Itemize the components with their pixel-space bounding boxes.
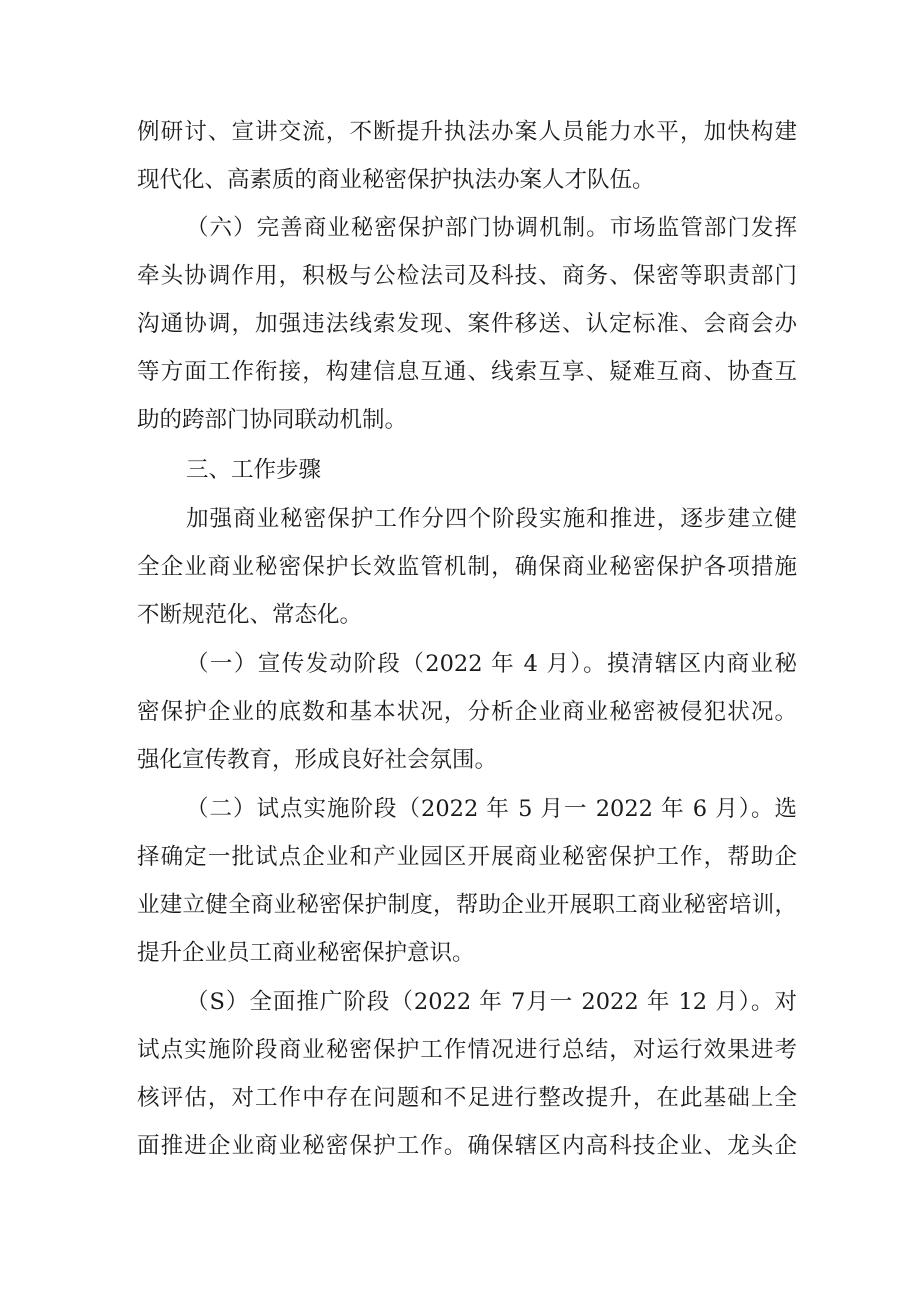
text-line: 密保护企业的底数和基本状况，分析企业商业秘密被侵犯状况。 xyxy=(137,699,797,725)
text-line: 全企业商业秘密保护长效监管机制，确保商业秘密保护各项措施 xyxy=(137,554,797,580)
text-line: 面推进企业商业秘密保护工作。确保辖区内高科技企业、龙头企 xyxy=(137,1133,797,1159)
text-line: （一）宣传发动阶段（2022 年 4 月）。摸清辖区内商业秘 xyxy=(186,651,797,677)
text-line: 加强商业秘密保护工作分四个阶段实施和推进，逐步建立健 xyxy=(186,506,797,532)
text-line: 择确定一批试点企业和产业园区开展商业秘密保护工作，帮助企 xyxy=(137,844,797,870)
text-line: 沟通协调，加强违法线索发现、案件移送、认定标准、会商会办 xyxy=(137,311,797,337)
text-line: 例研讨、宣讲交流，不断提升执法办案人员能力水平，加快构建 xyxy=(137,119,797,145)
text-line: 核评估，对工作中存在问题和不足进行整改提升，在此基础上全 xyxy=(137,1085,797,1111)
text-line: 牵头协调作用，积极与公检法司及科技、商务、保密等职责部门 xyxy=(137,263,797,289)
text-line: （二）试点实施阶段（2022 年 5 月一 2022 年 6 月）。选 xyxy=(186,796,797,822)
text-line: （六）完善商业秘密保护部门协调机制。市场监管部门发挥 xyxy=(186,215,797,241)
section-heading: 三、工作步骤 xyxy=(186,457,322,483)
text-line: 等方面工作衔接，构建信息互通、线索互享、疑难互商、协查互 xyxy=(137,359,797,385)
text-line: 助的跨部门协同联动机制。 xyxy=(137,407,408,433)
text-line: 业建立健全商业秘密保护制度，帮助企业开展职工商业秘密培训， xyxy=(137,892,797,918)
text-line: 强化宣传教育，形成良好社会氛围。 xyxy=(137,747,498,773)
text-line: 不断规范化、常态化。 xyxy=(137,602,363,628)
text-line: 现代化、高素质的商业秘密保护执法办案人才队伍。 xyxy=(137,167,655,193)
text-line: 试点实施阶段商业秘密保护工作情况进行总结，对运行效果进考 xyxy=(137,1037,797,1063)
text-line: （S）全面推广阶段（2022 年 7月一 2022 年 12 月）。对 xyxy=(186,989,797,1015)
text-line: 提升企业员工商业秘密保护意识。 xyxy=(137,940,475,966)
